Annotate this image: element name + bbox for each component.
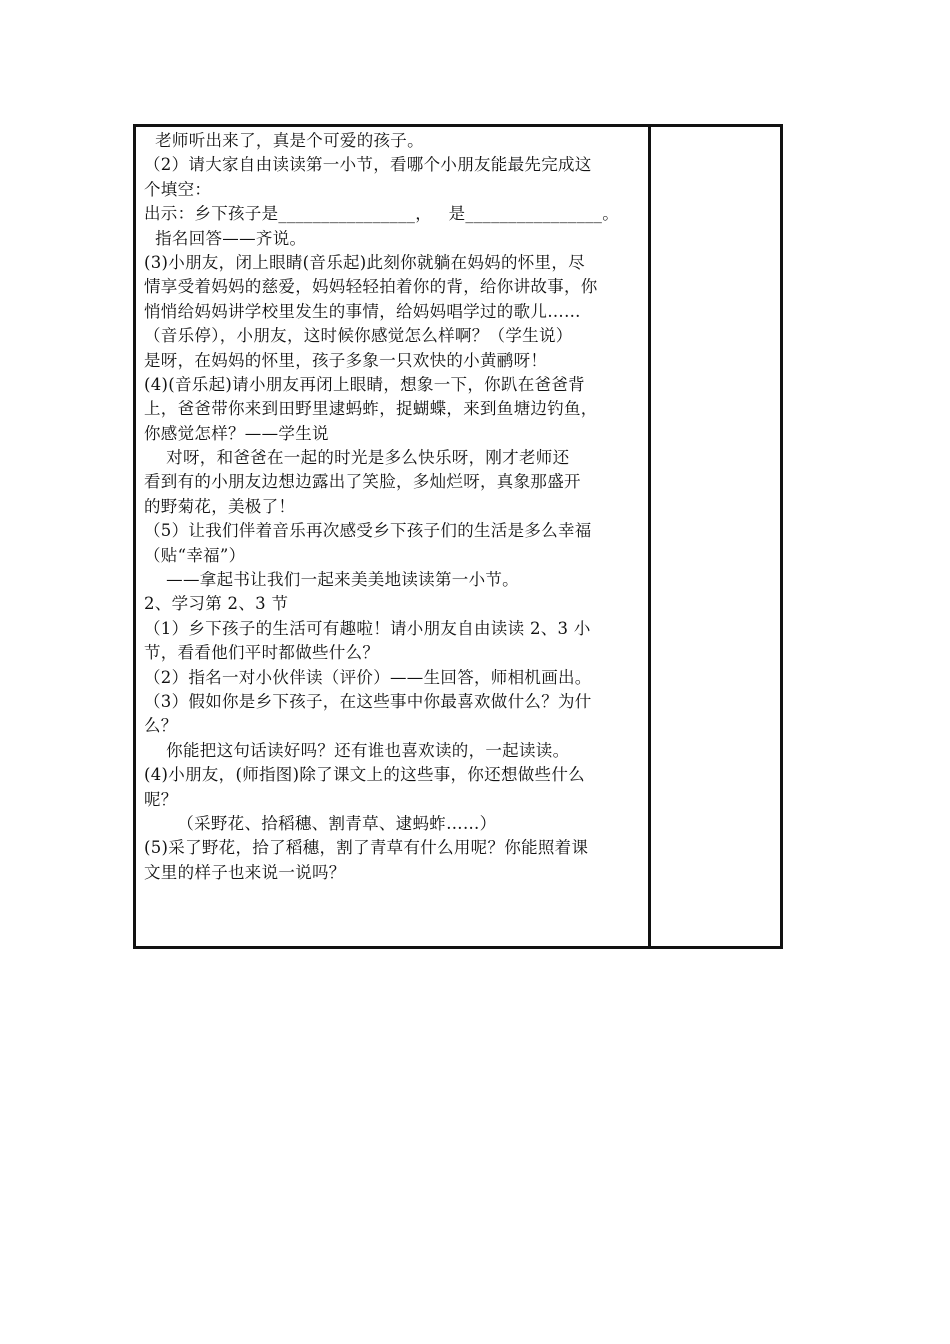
text-line: 节，看看他们平时都做些什么？ [144,643,380,663]
text-line: 情享受着妈妈的慈爱，妈妈轻轻拍着你的背，给你讲故事，你 [144,277,598,297]
text-line: 对呀，和爸爸在一起的时光是多么快乐呀，刚才老师还 [144,448,570,468]
text-line: 你能把这句话读好吗？还有谁也喜欢读的，一起读读。 [144,740,570,760]
text-line: (3)小朋友，闭上眼睛(音乐起)此刻你就躺在妈妈的怀里，尽 [144,252,585,272]
column-divider [648,127,651,946]
text-line: 你感觉怎样？——学生说 [144,423,329,443]
text-line: （音乐停），小朋友，这时候你感觉怎么样啊？（学生说） [144,326,573,346]
text-line: 出示：乡下孩子是________________， 是________________。 [144,204,620,224]
text-line: （采野花、拾稻穗、割青草、逮蚂蚱……） [144,813,497,833]
text-line: （贴“幸福”） [144,545,246,565]
text-line: 上，爸爸带你来到田野里逮蚂蚱，捉蝴蝶，来到鱼塘边钓鱼， [144,399,598,419]
text-line: （1）乡下孩子的生活可有趣啦！请小朋友自由读读 2、3 小 [144,618,591,638]
section-heading: 2、学习第 2、3 节 [144,594,289,614]
text-line: (5)采了野花，拾了稻穗，割了青草有什么用呢？你能照着课 [144,838,589,858]
text-line: 的野菊花，美极了！ [144,496,296,516]
text-line: (4)(音乐起)请小朋友再闭上眼睛，想象一下，你趴在爸爸背 [144,374,585,394]
text-line: （2）指名一对小伙伴读（评价）——生回答，师相机画出。 [144,667,592,687]
text-line: 呢？ [144,789,178,809]
text-line: 悄悄给妈妈讲学校里发生的事情，给妈妈唱学过的歌儿…… [144,301,581,321]
text-line: （2）请大家自由读读第一小节，看哪个小朋友能最先完成这 [144,155,592,175]
text-line: 老师听出来了，真是个可爱的孩子。 [144,131,424,150]
notes-cell [654,127,780,946]
text-line: 么？ [144,716,178,736]
text-line: ——拿起书让我们一起来美美地读读第一小节。 [144,570,519,590]
text-line: 个填空： [144,179,212,199]
text-line: 看到有的小朋友边想边露出了笑脸，多灿烂呀，真象那盛开 [144,472,581,492]
text-line: 文里的样子也来说一说吗？ [144,862,346,882]
lesson-table [133,124,783,949]
text-line: 是呀，在妈妈的怀里，孩子多象一只欢快的小黄鹂呀！ [144,350,548,370]
text-line: 指名回答——齐说。 [144,228,307,248]
text-line: （5）让我们伴着音乐再次感受乡下孩子们的生活是多么幸福 [144,521,592,541]
text-line: (4)小朋友，(师指图)除了课文上的这些事，你还想做些什么 [144,765,585,785]
lesson-content-cell [144,129,644,885]
text-line: （3）假如你是乡下孩子，在这些事中你最喜欢做什么？为什 [144,691,592,711]
